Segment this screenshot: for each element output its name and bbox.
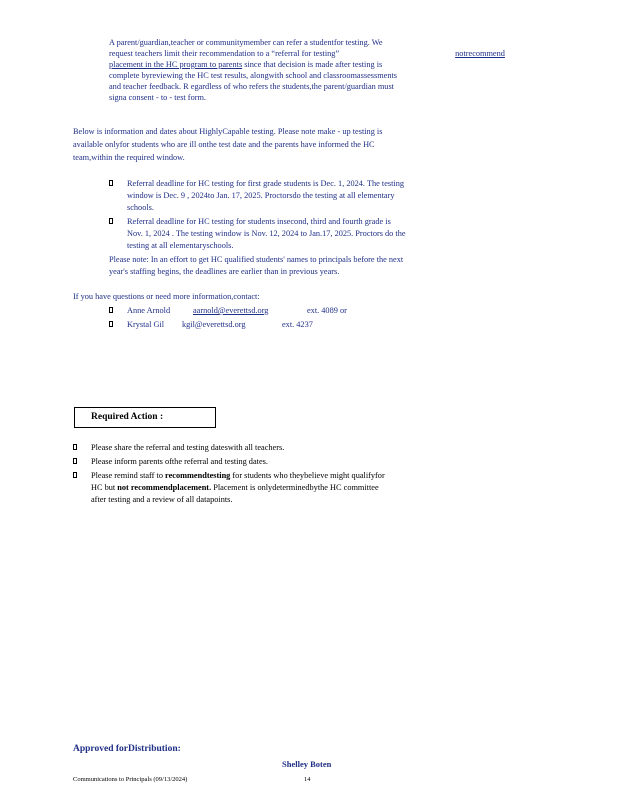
action-item-3-rest: for students who theybelieve might qualifyfor (230, 471, 385, 480)
approved-for-distribution: Approved forDistribution: (73, 744, 181, 754)
action-item-3-line-3: after testing and a review of all datapoints. (91, 495, 233, 504)
action-item-3-line-1 (91, 470, 385, 481)
required-action-title: Required Action : (91, 412, 164, 422)
bullet-icon (73, 470, 79, 477)
below-line-1: Below is information and dates about HighlyCapable testing. Please note make - up testing is (73, 127, 383, 136)
contact-email-link[interactable]: kgil@everettsd.org (182, 320, 246, 329)
below-line-3: team,within the required window. (73, 153, 185, 162)
contact-email-link[interactable]: aarnold@everettsd.org (193, 306, 269, 315)
contact-extension: ext. 4237 (282, 320, 313, 329)
intro-line-5: and teacher feedback. R egardless of who refers the students,the parent/guardian must (109, 82, 394, 91)
action-item-3-bold-phrase: not recommendplacement. (117, 483, 212, 492)
intro-line-3 (109, 59, 382, 70)
intro-line-4: complete byreviewing the HC test results, alongwith school and classroomassessments (109, 71, 398, 80)
contact-name: Anne Arnold (127, 306, 171, 315)
action-item-1: Please share the referral and testing dateswith all teachers. (91, 443, 285, 452)
below-line-2: available onlyfor students who are ill onthe test date and the parents have informed the HC (73, 140, 375, 149)
note-line-2: year's staffing begins, the deadlines are earlier than in previous years. (109, 267, 340, 276)
action-item-3-line-2-text: HC but not recommendplacement. Placement is onlydeterminedbythe HC committee (91, 483, 379, 492)
intro-line-1: A parent/guardian,teacher or communitymember can refer a studentfor testing. We (109, 38, 383, 47)
intro-line-2-text: request teachers limit their recommendation to a “referral for testing” (109, 49, 340, 58)
page-number: 14 (304, 776, 311, 783)
action-item-3-bold: recommendtesting (165, 471, 231, 480)
intro-line-3-rest: since that decision is made after testing is (242, 60, 383, 69)
bullet-icon (109, 305, 115, 312)
intro-line-6: signa consent - to - test form. (109, 93, 207, 102)
action-item-2: Please inform parents ofthe referral and testing dates. (91, 457, 268, 466)
intro-line-2-link: notrecommend (455, 49, 505, 58)
contact-intro: If you have questions or need more information,contact: (73, 292, 260, 301)
footer-left: Communications to Principals (09/13/2024) (73, 776, 188, 783)
bullet-icon (73, 442, 79, 449)
deadline-2-line-2: Nov. 1, 2024 . The testing window is Nov. 12, 2024 to Jan.17, 2025. Proctors do the (127, 229, 406, 238)
contact-name: Krystal Gil (127, 320, 165, 329)
intro-line-2 (109, 48, 533, 59)
note-line-1: Please note: In an effort to get HC qualified students' names to principals before the next (109, 255, 404, 264)
intro-line-3-underlined: placement in the HC program to parents (109, 60, 243, 69)
bullet-icon (109, 319, 115, 326)
deadline-2-line-1: Referral deadline for HC testing for students insecond, third and fourth grade is (127, 217, 391, 226)
action-item-3-line-2 (91, 482, 379, 493)
bullet-icon (109, 178, 115, 185)
deadline-2-line-3: testing at all elementaryschools. (127, 241, 234, 250)
action-item-3-start: Please remind staff to (91, 471, 166, 480)
contact-extension: ext. 4089 or (307, 306, 347, 315)
signer-name: Shelley Boten (282, 759, 332, 769)
deadline-1-line-1: Referral deadline for HC testing for first grade students is Dec. 1, 2024. The testing (127, 179, 405, 188)
bullet-icon (73, 456, 79, 463)
bullet-icon (109, 216, 115, 223)
deadline-1-line-3: schools. (127, 203, 154, 212)
required-action-box (74, 407, 216, 428)
deadline-1-line-2: window is Dec. 9 , 2024to Jan. 17, 2025. Proctorsdo the testing at all elementary (127, 191, 395, 200)
